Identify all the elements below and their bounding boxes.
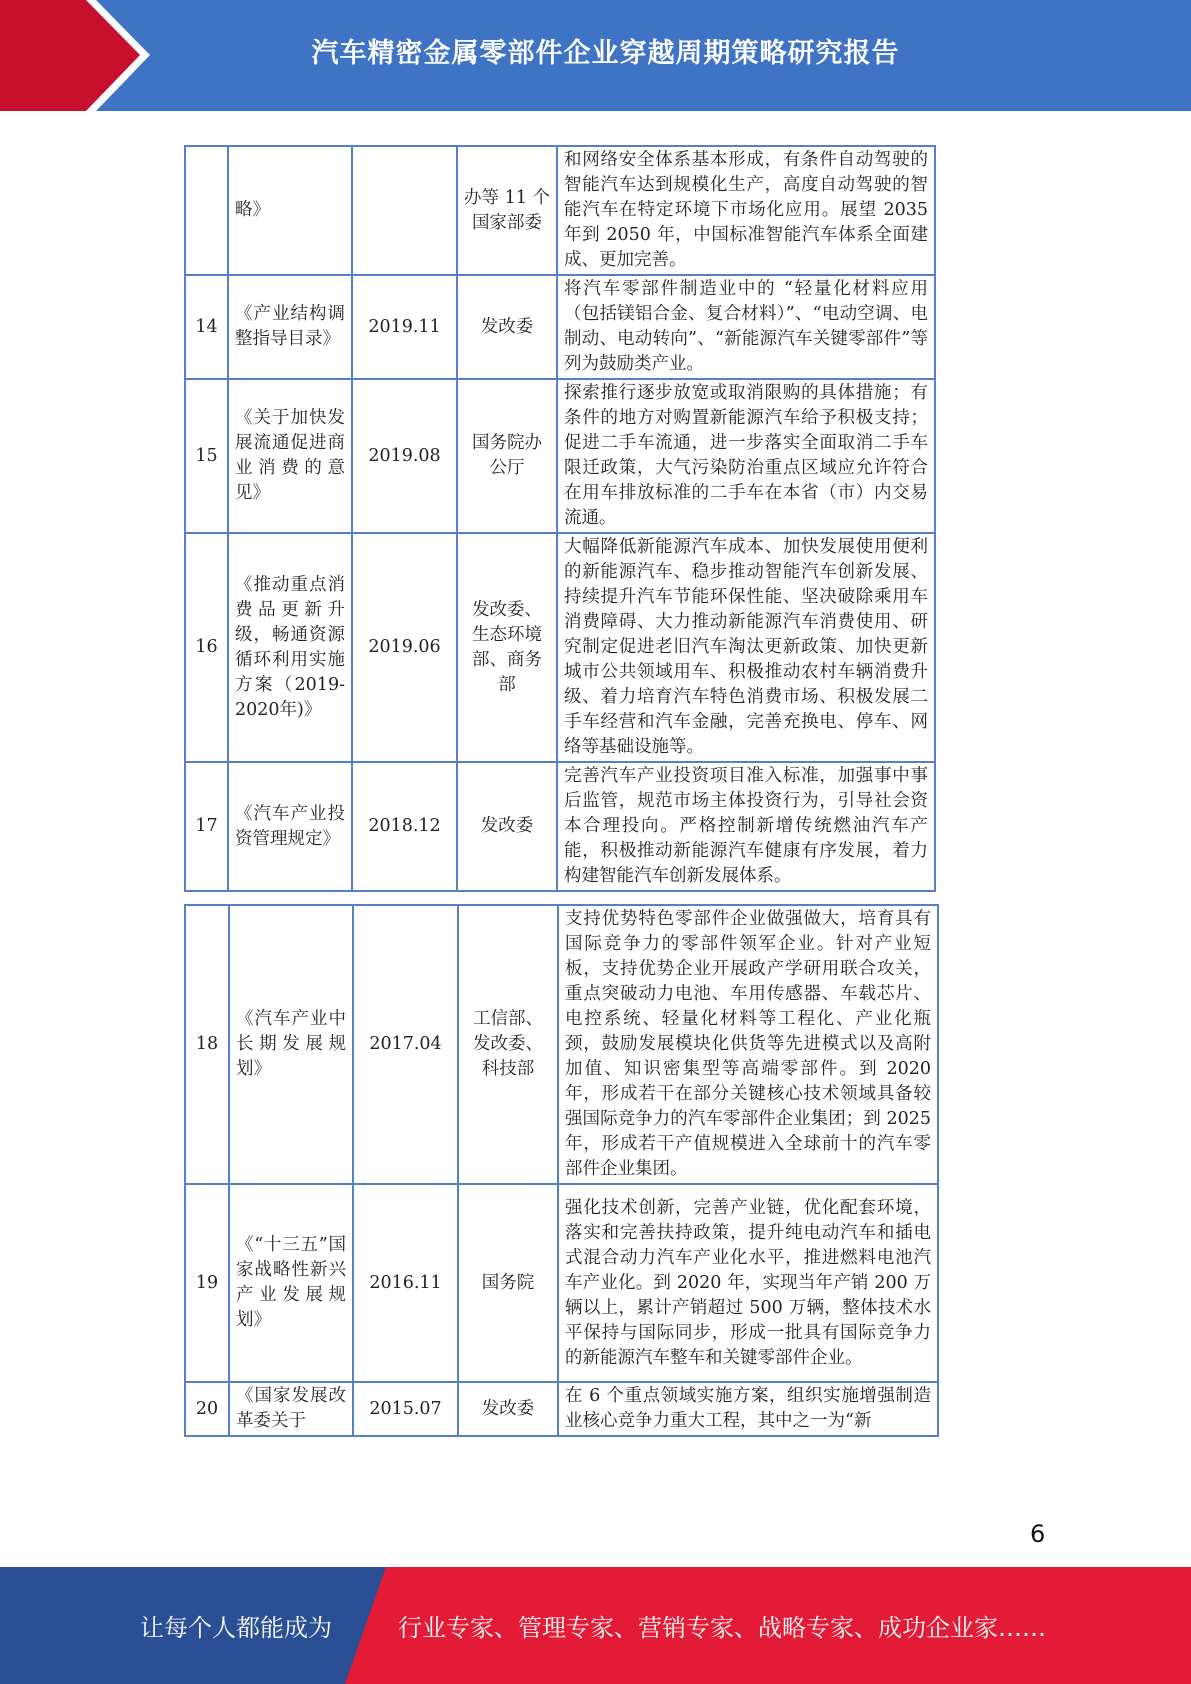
issuing-department: 发改委、生态环境部、商务部 — [457, 533, 557, 762]
table-row — [185, 1184, 938, 1382]
policy-content: 大幅降低新能源汽车成本、加快发展使用便利的新能源汽车、稳步推动智能汽车创新发展、持续提升汽车节能环保性能、坚决破除乘用车消费障碍、大力推动新能源汽车消费使用、研究制定促进老旧汽车淘汰更新政策、加快更新城市公共领域用车、积极推动农村车辆消费升级、着力培育汽车特色消费市场、积极发展二手车经营和汽车金融，完善充换电、停车、网络等基础设施等。 — [557, 533, 935, 762]
issuing-department: 发改委 — [457, 762, 557, 891]
policy-content: 探索推行逐步放宽或取消限购的具体措施；有条件的地方对购置新能源汽车给予积极支持；促进二手车流通，进一步落实全面取消二手车限迁政策，大气污染防治重点区域应允许符合在用车排放标准的二手车在本省（市）内交易流通。 — [557, 379, 935, 533]
row-number: 19 — [185, 1184, 229, 1382]
row-number: 18 — [185, 905, 229, 1184]
policy-table-2 — [184, 904, 939, 1437]
page-header — [0, 0, 1191, 111]
issue-date: 2017.04 — [353, 905, 458, 1184]
page-footer — [0, 1567, 1191, 1684]
policy-content: 完善汽车产业投资项目准入标准，加强事中事后监管，规范市场主体投资行为，引导社会资本合理投向。严格控制新增传统燃油汽车产能，积极推动新能源汽车健康有序发展，着力构建智能汽车创新发展体系。 — [557, 762, 935, 891]
issue-date: 2019.08 — [352, 379, 457, 533]
table-row — [185, 533, 935, 762]
issuing-department: 工信部、发改委、科技部 — [458, 905, 558, 1184]
issue-date: 2019.06 — [352, 533, 457, 762]
issuing-department: 国务院 — [458, 1184, 558, 1382]
issue-date: 2018.12 — [352, 762, 457, 891]
row-number: 15 — [185, 379, 228, 533]
issuing-department: 发改委 — [458, 1382, 558, 1436]
report-title: 汽车精密金属零部件企业穿越周期策略研究报告 — [311, 37, 900, 69]
table-row — [185, 275, 935, 379]
issue-date: 2016.11 — [353, 1184, 458, 1382]
page-number: 6 — [1030, 1520, 1046, 1548]
table-row — [185, 379, 935, 533]
row-number: 14 — [185, 275, 228, 379]
table-row — [185, 762, 935, 891]
policy-table-1 — [184, 145, 936, 892]
policy-name: 略》 — [228, 146, 352, 275]
policy-name: 《“十三五”国家战略性新兴产业发展规划》 — [229, 1184, 353, 1382]
footer-slogan-left: 让每个人都能成为 — [140, 1614, 332, 1642]
policy-content: 强化技术创新，完善产业链，优化配套环境，落实和完善扶持政策，提升纯电动汽车和插电式混合动力汽车产业化水平，推进燃料电池汽车产业化。到 2020 年，实现当年产销 200 万辆以上，累计产销超过 500 万辆，整体技术水平保持与国际同步，形成一批具有国际竞争力的新能源汽车整车和关键零部件企业。 — [558, 1184, 938, 1382]
policy-content: 和网络安全体系基本形成，有条件自动驾驶的智能汽车达到规模化生产，高度自动驾驶的智能汽车在特定环境下市场化应用。展望 2035 年到 2050 年，中国标准智能汽车体系全面建成、更加完善。 — [557, 146, 935, 275]
policy-name: 《产业结构调整指导目录》 — [228, 275, 352, 379]
policy-content: 将汽车零部件制造业中的 “轻量化材料应用（包括镁铝合金、复合材料）”、“电动空调、电制动、电动转向”、“新能源汽车关键零部件”等列为鼓励类产业。 — [557, 275, 935, 379]
table-row — [185, 146, 935, 275]
issuing-department: 国务院办公厅 — [457, 379, 557, 533]
table-row — [185, 1382, 938, 1436]
issue-date — [352, 146, 457, 275]
footer-slogan-right: 行业专家、管理专家、营销专家、战略专家、成功企业家…… — [398, 1614, 1046, 1642]
row-number: 16 — [185, 533, 228, 762]
policy-content: 在 6 个重点领域实施方案，组织实施增强制造业核心竞争力重大工程，其中之一为“新 — [558, 1382, 938, 1436]
policy-name: 《推动重点消费品更新升级，畅通资源循环利用实施方案（2019-2020年)》 — [228, 533, 352, 762]
row-number: 20 — [185, 1382, 229, 1436]
policy-name: 《汽车产业投资管理规定》 — [228, 762, 352, 891]
policy-name: 《关于加快发展流通促进商业消费的意见》 — [228, 379, 352, 533]
issuing-department: 办等 11 个国家部委 — [457, 146, 557, 275]
issue-date: 2019.11 — [352, 275, 457, 379]
row-number: 17 — [185, 762, 228, 891]
issue-date: 2015.07 — [353, 1382, 458, 1436]
issuing-department: 发改委 — [457, 275, 557, 379]
policy-name: 《汽车产业中长期发展规划》 — [229, 905, 353, 1184]
row-number — [185, 146, 228, 275]
table-row — [185, 905, 938, 1184]
policy-name: 《国家发展改革委关于 — [229, 1382, 353, 1436]
policy-content: 支持优势特色零部件企业做强做大，培育具有国际竞争力的零部件领军企业。针对产业短板，支持优势企业开展政产学研用联合攻关，重点突破动力电池、车用传感器、车载芯片、电控系统、轻量化材料等工程化、产业化瓶颈，鼓励发展模块化供货等先进模式以及高附加值、知识密集型等高端零部件。到 2020 年，形成若干在部分关键核心技术领域具备较强国际竞争力的汽车零部件企业集团；到 2025 年，形成若干产值规模进入全球前十的汽车零部件企业集团。 — [558, 905, 938, 1184]
